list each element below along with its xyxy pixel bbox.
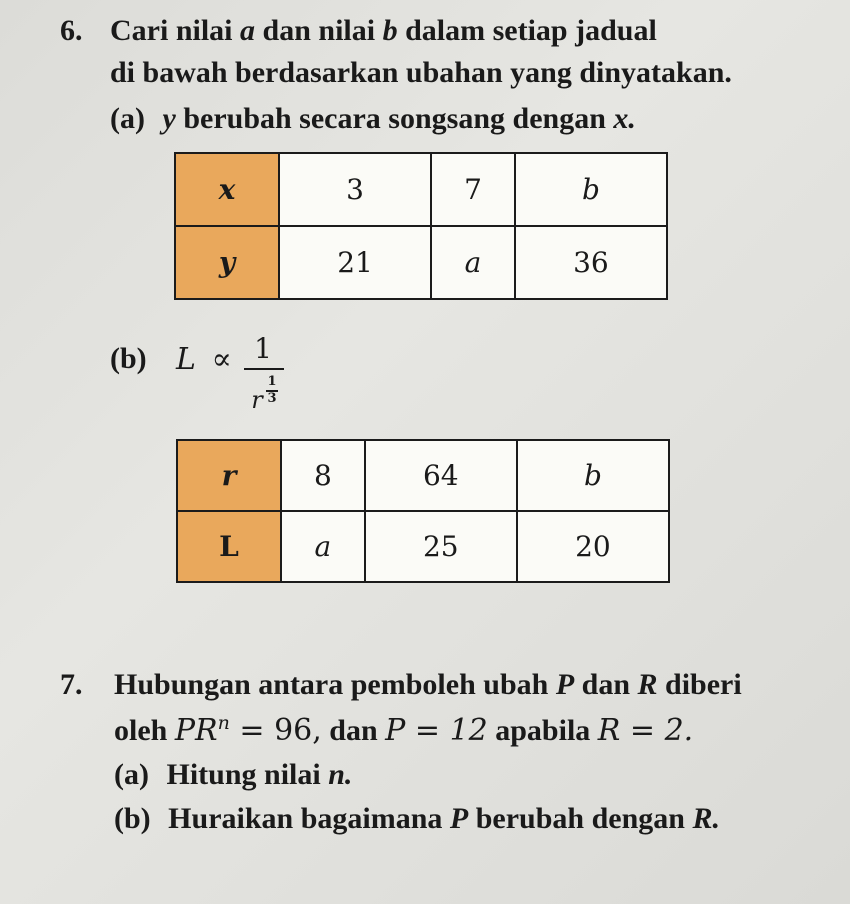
question-7-number: 7. — [60, 668, 83, 701]
q6-line1-end: dalam setiap jadual — [405, 14, 657, 47]
table-a-cell-a: a — [431, 226, 515, 299]
q6-line1-text: Cari nilai — [110, 14, 233, 47]
q7-part-b — [114, 802, 720, 836]
table-a-header-x: x — [175, 153, 279, 226]
table-a-cell-b: b — [515, 153, 667, 226]
q6-part-b-denominator-base: r — [251, 386, 263, 414]
q7-part-b-text-mid: berubah dengan — [475, 802, 685, 835]
q6-var-a: a — [240, 14, 256, 47]
table-a-row-x — [175, 153, 667, 226]
q6-part-a-var-y: y — [162, 102, 176, 135]
table-b-header-l: L — [177, 511, 281, 582]
q6-line1-mid: dan nilai — [262, 14, 376, 47]
q6-part-b-exp-num: 1 — [267, 374, 277, 389]
q7-eq3: R = 2. — [597, 713, 694, 748]
table-a-cell: 3 — [279, 153, 431, 226]
q7-part-b-text-start: Huraikan bagaimana — [168, 802, 443, 835]
q7-var-p: P — [555, 668, 575, 701]
table-b-cell: 25 — [365, 511, 517, 582]
question-7-line-1 — [114, 668, 742, 702]
q7-line2-mid: dan — [329, 714, 378, 747]
table-a-cell: 21 — [279, 226, 431, 299]
question-6-number: 6. — [60, 14, 83, 47]
question-6-line-2: di bawah berdasarkan ubahan yang dinyatakan. — [110, 56, 732, 89]
q7-line1-mid: dan — [581, 668, 631, 701]
q7-part-a — [114, 758, 352, 792]
q6-part-b-fraction-bar — [244, 368, 284, 370]
q7-part-a-text: Hitung nilai — [166, 758, 321, 791]
table-b-cell: 64 — [365, 440, 517, 511]
q6-part-a-label: (a) — [110, 102, 145, 135]
table-a-cell: 36 — [515, 226, 667, 299]
q7-eq2: P = 12 — [385, 713, 488, 748]
q6-part-a — [110, 102, 636, 136]
q7-part-b-var-r: R. — [692, 802, 720, 835]
q7-part-b-label: (b) — [114, 802, 151, 835]
table-b-row-l — [177, 511, 669, 582]
q6-part-b-label: (b) — [110, 342, 147, 375]
table-b-cell: 20 — [517, 511, 669, 582]
table-a-cell: 7 — [431, 153, 515, 226]
q6-part-a-text: berubah secara songsang dengan — [183, 102, 606, 135]
q7-part-b-var-p: P — [449, 802, 469, 835]
q7-line2-mid2: apabila — [495, 714, 591, 747]
table-b-cell-b: b — [517, 440, 669, 511]
q7-line1-end: diberi — [665, 668, 742, 701]
q7-eq-rhs: = 96, — [229, 713, 322, 748]
q7-line1-start: Hubungan antara pemboleh ubah — [114, 668, 549, 701]
q7-part-a-label: (a) — [114, 758, 149, 791]
q7-var-r: R — [637, 668, 658, 701]
q6-part-b-exp-den: 3 — [267, 391, 277, 406]
question-6-line-1 — [110, 14, 657, 48]
q6-var-b: b — [382, 14, 398, 47]
table-b-cell-a: a — [281, 511, 365, 582]
table-b-cell: 8 — [281, 440, 365, 511]
table-b — [176, 439, 670, 583]
q6-part-b-numerator: 1 — [254, 332, 272, 365]
q7-part-a-var: n. — [328, 758, 353, 791]
question-7-line-2 — [114, 712, 693, 748]
table-a — [174, 152, 668, 300]
table-b-row-r — [177, 440, 669, 511]
q6-part-b-prop-symbol: ∝ — [211, 342, 232, 377]
q7-eq-exp: n — [217, 712, 230, 734]
q6-part-b-lhs: L — [176, 342, 196, 377]
table-a-header-y: y — [175, 226, 279, 299]
table-a-row-y — [175, 226, 667, 299]
q7-eq-lhs: PR — [174, 713, 218, 748]
table-b-header-r: r — [177, 440, 281, 511]
q6-part-a-var-x: x. — [613, 102, 636, 135]
q7-line2-start: oleh — [114, 714, 168, 747]
q6-part-b-proportion — [176, 342, 232, 377]
